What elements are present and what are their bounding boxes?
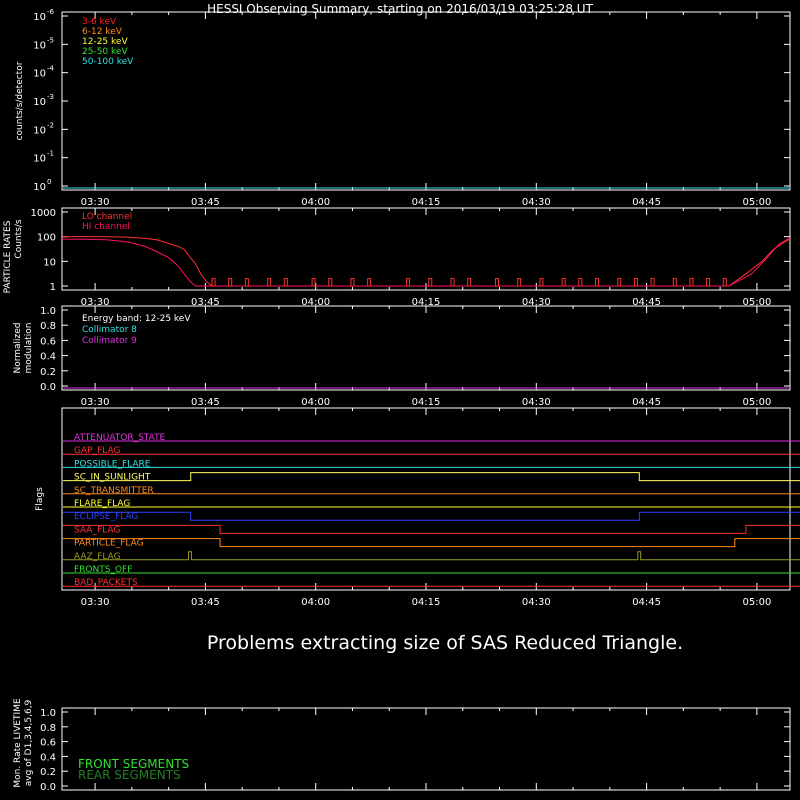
particle-panel-x-tick-label: 04:30	[521, 297, 551, 308]
counts-legend-3-6-keV: 3-6 keV	[82, 17, 117, 27]
particle-blip	[451, 279, 454, 286]
livetime-y-axis-label-2: avg of D1,3,4,5,6,9	[24, 699, 34, 787]
modulation-y-tick-label: 0.6	[40, 336, 56, 348]
particle-panel-frame	[62, 208, 790, 290]
plot-title: HESSI Observing Summary, starting on 2016/03/19 03:25:28 UT	[207, 2, 593, 16]
counts-y-tick-label: 10	[33, 125, 46, 137]
modulation-legend-Collimator-8: Collimator 8	[82, 325, 137, 335]
counts-panel-x-tick-label: 03:45	[190, 197, 220, 208]
counts-panel-x-tick-label: 03:30	[80, 197, 110, 208]
particle-panel-x-tick-label: 05:00	[742, 297, 772, 308]
livetime-legend-FRONT-SEGMENTS: FRONT SEGMENTS	[78, 757, 190, 771]
particle-blip	[579, 279, 582, 286]
counts-y-tick-label: 10	[33, 97, 46, 108]
counts-y-tick-exponent: -6	[47, 8, 54, 16]
counts-y-tick-exponent: -5	[47, 36, 54, 45]
counts-legend-6-12-keV: 6-12 keV	[82, 27, 122, 37]
livetime-y-tick-label: 1.0	[40, 708, 56, 719]
particle-blip	[284, 279, 287, 286]
flags-label-eclipse-flag: ECLIPSE_FLAG	[74, 512, 139, 523]
particle-panel-x-tick-label: 04:15	[411, 297, 441, 308]
counts-y-tick-label: 10	[33, 12, 46, 23]
counts-y-tick-exponent: -4	[47, 64, 54, 73]
particle-blip	[540, 279, 543, 286]
flags-label-attenuator-state: ATTENUATOR_STATE	[74, 433, 166, 443]
particle-y-tick-label: 100	[36, 232, 56, 244]
counts-y-tick-label: 10	[33, 153, 46, 165]
flags-y-axis-label: Flags	[35, 487, 45, 511]
flags-label-particle-flag: PARTICLE_FLAG	[74, 538, 144, 549]
particle-blip	[212, 279, 215, 286]
livetime-y-axis-label: Mon. Rate LIVETIME	[13, 698, 23, 788]
modulation-panel-x-tick-label: 05:00	[742, 397, 772, 408]
particle-blip	[634, 279, 637, 286]
livetime-y-tick-label: 0.8	[40, 722, 56, 734]
particle-blip	[312, 279, 315, 286]
particle-blip	[518, 279, 521, 286]
counts-y-tick-label: 10	[33, 68, 46, 80]
particle-blip	[495, 279, 498, 286]
flags-label-aaz-flag: AAZ_FLAG	[74, 551, 121, 562]
particle-blip	[329, 279, 332, 286]
flags-series-sc-in-sunlight	[63, 473, 800, 481]
modulation-panel-x-tick-label: 03:45	[190, 397, 220, 408]
counts-panel-x-tick-label: 04:15	[411, 197, 441, 208]
livetime-legend-REAR-SEGMENTS: REAR SEGMENTS	[78, 768, 181, 782]
modulation-y-tick-label: 0.2	[40, 366, 56, 378]
flags-panel-frame	[62, 408, 790, 590]
particle-blip	[268, 279, 271, 286]
modulation-panel-x-tick-label: 04:00	[301, 397, 331, 408]
particle-blip	[368, 279, 371, 286]
particle-blip	[723, 279, 726, 286]
particle-legend-LO-channel: LO channel	[82, 212, 133, 222]
particle-panel-x-tick-label: 03:45	[190, 297, 220, 308]
particle-blip	[690, 279, 693, 286]
modulation-legend-Collimator-9: Collimator 9	[82, 336, 137, 346]
particle-blip	[562, 279, 565, 286]
counts-y-tick-exponent: -1	[47, 149, 54, 158]
counts-y-tick-exponent: -3	[47, 93, 54, 101]
particle-blip	[229, 279, 232, 286]
counts-panel-x-tick-label: 04:45	[632, 197, 662, 208]
flags-series-eclipse-flag	[63, 512, 800, 523]
particle-series-LO-channel	[62, 237, 790, 287]
particle-blip	[618, 279, 621, 286]
particle-blip	[351, 279, 354, 286]
particle-blip	[468, 279, 471, 286]
modulation-y-tick-label: 0.0	[40, 382, 56, 393]
flags-panel-x-tick-label: 04:45	[632, 597, 662, 608]
counts-y-tick-exponent: -2	[47, 121, 54, 130]
particle-blip	[245, 279, 248, 286]
livetime-y-tick-label: 0.2	[40, 767, 56, 779]
particle-blip	[651, 279, 654, 286]
particle-blip	[707, 279, 710, 286]
modulation-panel-x-tick-label: 04:30	[521, 397, 551, 408]
livetime-y-tick-label: 0.4	[40, 752, 56, 764]
livetime-y-tick-label: 0.0	[40, 782, 56, 793]
particle-y-tick-label: 10	[43, 257, 56, 269]
counts-legend-12-25-keV: 12-25 keV	[82, 37, 128, 47]
counts-y-tick-exponent: 0	[47, 178, 52, 186]
flags-label-fronts-off: FRONTS_OFF	[74, 565, 133, 575]
flags-label-sc-in-sunlight: SC_IN_SUNLIGHT	[74, 472, 151, 483]
particle-y-tick-label: 1	[49, 282, 56, 293]
particle-panel-x-tick-label: 04:45	[632, 297, 662, 308]
flags-label-gap-flag: GAP_FLAG	[74, 446, 121, 457]
counts-legend-25-50-keV: 25-50 keV	[82, 47, 128, 57]
particle-series-HI-channel	[62, 238, 790, 286]
particle-y-axis-label: PARTICLE RATES	[3, 220, 13, 294]
particle-blip	[429, 279, 432, 286]
flags-label-bad-packets: BAD_PACKETS	[74, 578, 138, 589]
counts-panel-x-tick-label: 04:00	[301, 197, 331, 208]
particle-blip	[407, 279, 410, 286]
modulation-panel-x-tick-label: 03:30	[80, 397, 110, 408]
flags-series-aaz-flag	[63, 552, 800, 560]
modulation-energy-band: Energy band: 12-25 keV	[82, 314, 191, 324]
modulation-panel-x-tick-label: 04:45	[632, 397, 662, 408]
flags-series-particle-flag	[63, 539, 800, 547]
flags-panel-x-tick-label: 03:45	[190, 597, 220, 608]
flags-label-flare-flag: FLARE_FLAG	[74, 499, 131, 509]
modulation-y-axis-label-2: modulation	[24, 322, 34, 374]
counts-panel-x-tick-label: 05:00	[742, 197, 772, 208]
modulation-y-axis-label: Normalized	[13, 322, 23, 374]
particle-y-tick-label: 1000	[30, 208, 56, 219]
flags-panel-x-tick-label: 04:30	[521, 597, 551, 608]
livetime-y-tick-label: 0.6	[40, 737, 56, 749]
flags-panel-x-tick-label: 04:00	[301, 597, 331, 608]
flags-series-saa-flag	[63, 525, 800, 536]
counts-legend-50-100-keV: 50-100 keV	[82, 57, 134, 67]
modulation-y-tick-label: 0.8	[40, 321, 56, 333]
counts-y-axis-label: counts/s/detector	[15, 61, 25, 141]
modulation-panel-x-tick-label: 04:15	[411, 397, 441, 408]
counts-panel-x-tick-label: 04:30	[521, 197, 551, 208]
counts-panel-frame	[62, 12, 790, 190]
counts-y-tick-label: 10	[33, 40, 46, 52]
flags-label-sc-transmitter: SC_TRANSMITTER	[74, 485, 154, 496]
particle-blip	[673, 279, 676, 286]
flags-panel-x-tick-label: 04:15	[411, 597, 441, 608]
particle-panel-x-tick-label: 03:30	[80, 297, 110, 308]
particle-panel-x-tick-label: 04:00	[301, 297, 331, 308]
flags-label-possible-flare: POSSIBLE_FLARE	[74, 459, 151, 470]
error-message: Problems extracting size of SAS Reduced Triangle.	[206, 632, 684, 654]
counts-y-tick-label: 10	[33, 182, 46, 193]
particle-legend-HI-channel: HI channel	[82, 222, 130, 232]
modulation-y-tick-label: 0.4	[40, 351, 56, 363]
flags-panel-x-tick-label: 05:00	[742, 597, 772, 608]
modulation-y-tick-label: 1.0	[40, 306, 56, 317]
particle-blip	[595, 279, 598, 286]
flags-label-saa-flag: SAA_FLAG	[74, 525, 121, 536]
flags-panel-x-tick-label: 03:30	[80, 597, 110, 608]
particle-y-axis-unit: Counts/s	[14, 219, 24, 259]
